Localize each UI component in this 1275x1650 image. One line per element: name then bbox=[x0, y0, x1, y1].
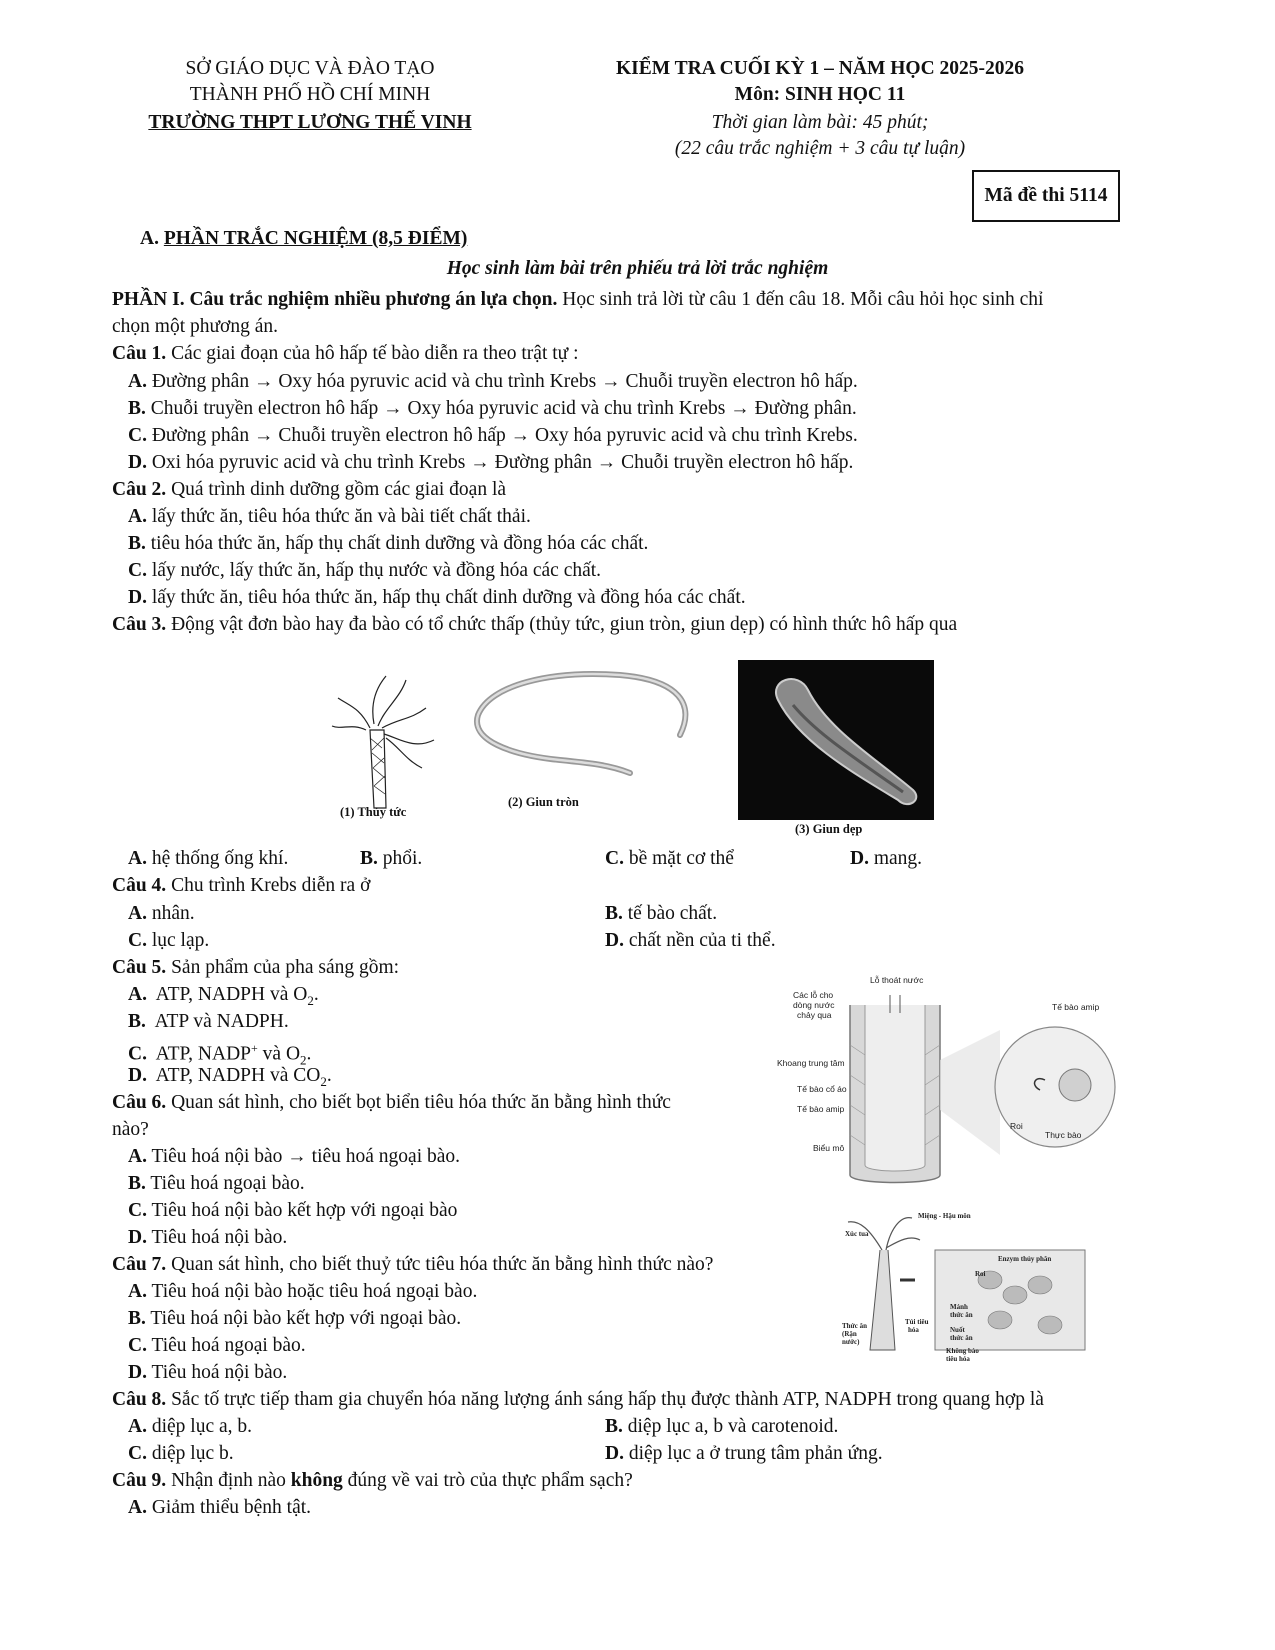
option-letter: B. bbox=[605, 1416, 623, 1437]
option-text: phổi. bbox=[382, 848, 423, 869]
option-letter: A. bbox=[128, 1146, 147, 1167]
exam-question-count: (22 câu trắc nghiệm + 3 câu tự luận) bbox=[674, 138, 966, 159]
option-letter: A. bbox=[128, 984, 147, 1005]
option-text: Đường phân → Oxy hóa pyruvic acid và chu trình Krebs → Chuỗi truyền electron hô hấp. bbox=[151, 371, 858, 392]
option-letter: D. bbox=[128, 1065, 147, 1086]
option-letter: D. bbox=[128, 587, 147, 608]
sponge-label: chảy qua bbox=[797, 1010, 832, 1020]
hydra-label: Enzym thủy phân bbox=[998, 1255, 1052, 1263]
school-name: TRƯỜNG THPT LƯƠNG THẾ VINH bbox=[148, 112, 472, 133]
option-letter: D. bbox=[605, 930, 624, 951]
option-2d[interactable] bbox=[128, 584, 746, 611]
hydra-label: hóa bbox=[908, 1326, 919, 1334]
question-text: Sắc tố trực tiếp tham gia chuyển hóa năng lượng ánh sáng hấp thụ được thành ATP, NADPH trong quang hợp là bbox=[166, 1389, 1044, 1410]
question-label: Câu 3. bbox=[112, 614, 167, 635]
option-text: Tiêu hoá nội bào hoặc tiêu hoá ngoại bào. bbox=[151, 1281, 478, 1302]
option-text: và O bbox=[257, 1043, 301, 1065]
question-label: Câu 1. bbox=[112, 343, 167, 364]
sponge-label: Khoang trung tâm bbox=[777, 1058, 845, 1068]
option-text: Tiêu hoá nội bào kết hợp với ngoại bào bbox=[151, 1200, 458, 1221]
option-text: ATP, NADPH và O bbox=[155, 984, 308, 1005]
option-8a[interactable] bbox=[128, 1413, 252, 1440]
option-6a[interactable] bbox=[128, 1143, 460, 1170]
option-2b[interactable] bbox=[128, 530, 648, 557]
question-emphasis: không bbox=[290, 1470, 343, 1491]
option-letter: D. bbox=[128, 1227, 147, 1248]
option-letter: A. bbox=[128, 1497, 147, 1518]
hydra-label: nước) bbox=[842, 1338, 860, 1346]
option-7a[interactable] bbox=[128, 1278, 477, 1305]
option-text: Tiêu hoá nội bào kết hợp với ngoại bào. bbox=[150, 1308, 462, 1329]
part1-intro bbox=[112, 286, 1043, 313]
option-1b[interactable] bbox=[128, 395, 857, 422]
question-label: Câu 8. bbox=[112, 1389, 167, 1410]
option-text: Tiêu hoá nội bào. bbox=[151, 1362, 288, 1383]
option-letter: C. bbox=[128, 1200, 147, 1221]
hydra-label: Túi tiêu bbox=[905, 1318, 929, 1326]
exam-subject: Môn: SINH HỌC 11 bbox=[734, 84, 906, 105]
city-name: THÀNH PHỐ HỒ CHÍ MINH bbox=[189, 84, 431, 105]
sponge-label: Lỗ thoát nước bbox=[870, 975, 924, 985]
option-letter: B. bbox=[128, 1308, 146, 1329]
sponge-label: Tế bào cổ áo bbox=[797, 1084, 847, 1094]
punct: . bbox=[313, 984, 319, 1005]
option-text: Oxi hóa pyruvic acid và chu trình Krebs → Đường phân → Chuỗi truyền electron hô hấp. bbox=[151, 452, 854, 473]
sponge-label: Tế bào amip bbox=[1052, 1002, 1100, 1012]
option-8b[interactable] bbox=[605, 1413, 838, 1440]
sponge-label: dòng nước bbox=[793, 1000, 835, 1010]
option-text: tiêu hóa thức ăn, hấp thụ chất dinh dưỡng và đồng hóa các chất. bbox=[150, 533, 649, 554]
option-7c[interactable] bbox=[128, 1332, 306, 1359]
sponge-label: Roi bbox=[1010, 1121, 1023, 1131]
option-text: Tiêu hoá ngoại bào. bbox=[151, 1335, 306, 1356]
question-4 bbox=[112, 872, 370, 899]
figure-caption-hydra: (1) Thủy tức bbox=[340, 805, 407, 819]
option-6b[interactable] bbox=[128, 1170, 305, 1197]
question-text: Nhận định nào bbox=[166, 1470, 291, 1491]
option-letter: C. bbox=[128, 1443, 147, 1464]
sponge-label: Thực bào bbox=[1045, 1130, 1082, 1140]
option-letter: A. bbox=[128, 1281, 147, 1302]
option-letter: B. bbox=[360, 848, 378, 869]
question-2 bbox=[112, 476, 506, 503]
option-letter: D. bbox=[128, 452, 147, 473]
option-text: lấy nước, lấy thức ăn, hấp thụ nước và đồng hóa các chất. bbox=[151, 560, 602, 581]
option-1a[interactable] bbox=[128, 368, 858, 395]
option-text: lấy thức ăn, tiêu hóa thức ăn và bài tiết chất thải. bbox=[151, 506, 531, 527]
question-label: Câu 4. bbox=[112, 875, 167, 896]
question-label: Câu 9. bbox=[112, 1470, 167, 1491]
option-9a[interactable] bbox=[128, 1494, 311, 1521]
option-letter: C. bbox=[128, 1043, 147, 1065]
option-3b[interactable] bbox=[360, 845, 422, 872]
hydra-label: thức ăn bbox=[950, 1311, 973, 1319]
option-text: Đường phân → Chuỗi truyền electron hô hấp → Oxy hóa pyruvic acid và chu trình Krebs. bbox=[151, 425, 858, 446]
option-5b[interactable] bbox=[128, 1008, 289, 1035]
option-text: nhân. bbox=[151, 903, 195, 924]
question-text: Chu trình Krebs diễn ra ở bbox=[166, 875, 371, 896]
question-label: Câu 6. bbox=[112, 1092, 167, 1113]
hydra-label: Roi bbox=[975, 1270, 986, 1278]
department-name: SỞ GIÁO DỤC VÀ ĐÀO TẠO bbox=[185, 58, 435, 79]
part1-intro-line2: chọn một phương án. bbox=[112, 316, 279, 337]
option-letter: A. bbox=[128, 848, 147, 869]
question-text: Các giai đoạn của hô hấp tế bào diễn ra theo trật tự : bbox=[166, 343, 579, 364]
section-instruction: Học sinh làm bài trên phiếu trả lời trắc nghiệm bbox=[446, 258, 829, 279]
sponge-label: Các lỗ cho bbox=[793, 990, 834, 1000]
option-8d[interactable] bbox=[605, 1440, 883, 1467]
option-text: ATP, NADPH và CO bbox=[155, 1065, 321, 1086]
question-9 bbox=[112, 1467, 633, 1494]
option-letter: C. bbox=[128, 560, 147, 581]
option-4a[interactable] bbox=[128, 900, 195, 927]
hydra-label: Không bào bbox=[946, 1347, 979, 1355]
option-7b[interactable] bbox=[128, 1305, 461, 1332]
option-letter: B. bbox=[128, 1011, 146, 1032]
hydra-label: thức ăn bbox=[950, 1334, 973, 1342]
question-text: Động vật đơn bào hay đa bào có tổ chức thấp (thủy tức, giun tròn, giun dẹp) có hình thức hô hấp qua bbox=[166, 614, 958, 635]
flatworm-photo bbox=[738, 660, 934, 820]
option-6d[interactable] bbox=[128, 1224, 287, 1251]
option-8c[interactable] bbox=[128, 1440, 234, 1467]
option-2c[interactable] bbox=[128, 557, 601, 584]
part1-text: Học sinh trả lời từ câu 1 đến câu 18. Mỗi câu hỏi học sinh chỉ bbox=[557, 289, 1044, 310]
part1-title: PHẦN I. Câu trắc nghiệm nhiều phương án lựa chọn. bbox=[112, 289, 558, 310]
punct: . bbox=[326, 1065, 332, 1086]
option-letter: D. bbox=[850, 848, 869, 869]
option-text: diệp lục a, b và carotenoid. bbox=[627, 1416, 839, 1437]
option-text: lục lạp. bbox=[151, 930, 210, 951]
option-3a[interactable] bbox=[128, 845, 288, 872]
option-letter: C. bbox=[605, 848, 624, 869]
option-text: ATP và NADPH. bbox=[154, 1011, 289, 1032]
question-text: Quá trình dinh dưỡng gồm các giai đoạn là bbox=[166, 479, 507, 500]
exam-code-box bbox=[972, 170, 1120, 222]
exam-code: Mã đề thi 5114 bbox=[984, 185, 1108, 206]
option-3d[interactable] bbox=[850, 845, 922, 872]
sponge-label: Biểu mô bbox=[813, 1143, 845, 1153]
hydra-label: Mảnh bbox=[950, 1303, 968, 1311]
option-6c[interactable] bbox=[128, 1197, 457, 1224]
option-letter: A. bbox=[128, 371, 147, 392]
option-text: Tiêu hoá ngoại bào. bbox=[150, 1173, 305, 1194]
option-text: mang. bbox=[873, 848, 923, 869]
punct: . bbox=[306, 1043, 312, 1065]
hydra-label: Nuốt bbox=[950, 1326, 965, 1334]
option-text: diệp lục b. bbox=[151, 1443, 234, 1464]
question-text: đúng về vai trò của thực phẩm sạch? bbox=[342, 1470, 633, 1491]
option-text: Giảm thiểu bệnh tật. bbox=[151, 1497, 312, 1518]
option-text: Tiêu hoá nội bào. bbox=[151, 1227, 288, 1248]
option-text: tế bào chất. bbox=[627, 903, 718, 924]
hydra-illustration bbox=[330, 668, 450, 818]
exam-time: Thời gian làm bài: 45 phút; bbox=[711, 112, 929, 133]
question-6 bbox=[112, 1089, 671, 1116]
option-text: diệp lục a ở trung tâm phản ứng. bbox=[628, 1443, 883, 1464]
question-label: Câu 7. bbox=[112, 1254, 167, 1275]
question-6-cont: nào? bbox=[112, 1119, 149, 1140]
subscript: 2 bbox=[300, 1052, 307, 1068]
option-text: hệ thống ống khí. bbox=[151, 848, 289, 869]
roundworm-illustration bbox=[470, 665, 700, 780]
question-label: Câu 2. bbox=[112, 479, 167, 500]
option-letter: C. bbox=[128, 1335, 147, 1356]
exam-title: KIỂM TRA CUỐI KỲ 1 – NĂM HỌC 2025-2026 bbox=[615, 58, 1025, 79]
option-letter: D. bbox=[605, 1443, 624, 1464]
hydra-label: Miệng - Hậu môn bbox=[918, 1212, 971, 1220]
question-3 bbox=[112, 611, 957, 638]
option-letter: C. bbox=[128, 425, 147, 446]
question-5 bbox=[112, 954, 399, 981]
option-2a[interactable] bbox=[128, 503, 531, 530]
question-7 bbox=[112, 1251, 713, 1278]
option-3c[interactable] bbox=[605, 845, 734, 872]
hydra-label: (Rận bbox=[842, 1330, 857, 1338]
option-letter: C. bbox=[128, 930, 147, 951]
question-text: Quan sát hình, cho biết bọt biển tiêu hóa thức ăn bằng hình thức bbox=[166, 1092, 671, 1113]
question-label: Câu 5. bbox=[112, 957, 167, 978]
option-letter: B. bbox=[128, 398, 146, 419]
figure-caption-flatworm: (3) Giun dẹp bbox=[795, 822, 863, 836]
subscript: 2 bbox=[320, 1073, 327, 1089]
sponge-label: Tế bào amip bbox=[797, 1104, 845, 1114]
hydra-label: Thức ăn bbox=[842, 1322, 868, 1330]
question-8 bbox=[112, 1386, 1044, 1413]
section-prefix: A. bbox=[140, 228, 164, 249]
option-text: diệp lục a, b. bbox=[151, 1416, 253, 1437]
option-text: bề mặt cơ thể bbox=[628, 848, 734, 869]
option-7d[interactable] bbox=[128, 1359, 287, 1386]
hydra-label: Xúc tua bbox=[845, 1230, 869, 1238]
option-letter: B. bbox=[128, 533, 146, 554]
option-4d[interactable] bbox=[605, 927, 776, 954]
option-letter: B. bbox=[128, 1173, 146, 1194]
option-letter: B. bbox=[605, 903, 623, 924]
option-letter: A. bbox=[128, 1416, 147, 1437]
subscript: 2 bbox=[307, 992, 314, 1008]
question-text: Sản phẩm của pha sáng gồm: bbox=[166, 957, 400, 978]
superscript: + bbox=[251, 1041, 258, 1055]
section-title: PHẦN TRẮC NGHIỆM (8,5 ĐIỂM) bbox=[163, 228, 468, 249]
option-letter: A. bbox=[128, 903, 147, 924]
option-text: chất nền của ti thể. bbox=[628, 930, 776, 951]
option-text: Tiêu hoá nội bào → tiêu hoá ngoại bào. bbox=[151, 1146, 461, 1167]
section-heading bbox=[140, 228, 467, 250]
option-text: ATP, NADP bbox=[155, 1043, 252, 1065]
option-text: Chuỗi truyền electron hô hấp → Oxy hóa pyruvic acid và chu trình Krebs → Đường phân. bbox=[150, 398, 857, 419]
hydra-label: tiêu hóa bbox=[946, 1355, 970, 1363]
option-4b[interactable] bbox=[605, 900, 717, 927]
option-1c[interactable] bbox=[128, 422, 858, 449]
option-4c[interactable] bbox=[128, 927, 209, 954]
option-letter: D. bbox=[128, 1362, 147, 1383]
question-text: Quan sát hình, cho biết thuỷ tức tiêu hóa thức ăn bằng hình thức nào? bbox=[166, 1254, 714, 1275]
figure-caption-roundworm: (2) Giun tròn bbox=[508, 795, 579, 809]
option-text: lấy thức ăn, tiêu hóa thức ăn, hấp thụ chất dinh dưỡng và đồng hóa các chất. bbox=[151, 587, 746, 608]
option-letter: A. bbox=[128, 506, 147, 527]
question-1 bbox=[112, 340, 579, 367]
option-1d[interactable] bbox=[128, 449, 853, 476]
